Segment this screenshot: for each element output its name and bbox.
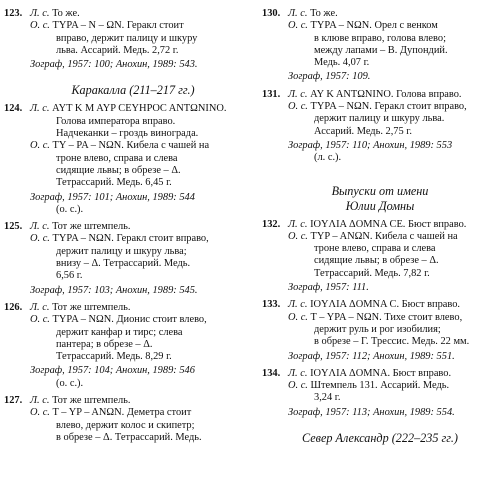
obverse-text: Голова императора вправо. xyxy=(56,115,176,127)
obverse-label: Л. с. xyxy=(30,395,50,407)
reverse-text: TY – PA – NΩN. Кибела с чашей на xyxy=(52,140,210,152)
reverse-label: О. с. xyxy=(30,407,50,419)
entry-number: 123. xyxy=(4,8,23,19)
catalog-entry xyxy=(262,368,498,419)
entry-number: 127. xyxy=(4,395,23,407)
obverse-line xyxy=(262,8,498,20)
reverse-text: вправо, держит палицу и шкуру xyxy=(56,32,198,44)
entry-number: 130. xyxy=(262,8,281,19)
reverse-line xyxy=(262,312,498,324)
reverse-text: в клюве вправо, голова влево; xyxy=(314,32,446,44)
obverse-text: То же. xyxy=(52,8,80,19)
spacer xyxy=(262,165,498,170)
obverse-label: Л. с. xyxy=(288,367,308,379)
reverse-text: T – YPA – NΩN. Тихе стоит влево, xyxy=(310,311,463,323)
reverse-text: сидящие львы; в обрезе – Δ. xyxy=(314,255,439,267)
reverse-text: T – YP – ANΩN. Деметра стоит xyxy=(52,407,192,419)
reference: Зограф, 1957: 109. xyxy=(288,71,371,83)
reverse-text: TYPA – NΩN. Геракл стоит вправо, xyxy=(52,233,209,245)
reverse-label: О. с. xyxy=(288,380,308,392)
reverse-line xyxy=(4,407,262,419)
reverse-line xyxy=(262,20,498,32)
catalog-entry xyxy=(4,395,262,444)
reverse-label: О. с. xyxy=(30,20,50,32)
reverse-text: TYPA – N – ΩN. Геракл стоит xyxy=(52,20,184,32)
catalog-entry xyxy=(4,221,262,297)
reference: Зограф, 1957: 110; Анохин, 1989: 553 xyxy=(288,139,453,151)
reverse-label: О. с. xyxy=(30,314,50,326)
obverse-line xyxy=(4,302,262,314)
spacer xyxy=(4,71,262,76)
obverse-line xyxy=(262,219,498,231)
reference: Зограф, 1957: 103; Анохин, 1989: 545. xyxy=(30,284,198,296)
catalog-entry xyxy=(262,8,498,84)
reverse-text: держит палицу и шкуру льва. xyxy=(314,113,445,125)
reference: Зограф, 1957: 104; Анохин, 1989: 546 xyxy=(30,365,195,377)
obverse-text: IOYΛIA ΔOMNA C. Бюст вправо. xyxy=(310,299,461,311)
reverse-text: Тетрассарий. Медь. 8,29 г. xyxy=(56,351,172,363)
catalog-entry xyxy=(262,219,498,295)
reverse-text: в обрезе – Г. Трессис. Медь. 22 мм. xyxy=(314,336,470,348)
reverse-text: TYPA – NΩN. Дионис стоит влево, xyxy=(52,314,207,326)
reverse-text: пантера; в обрезе – Δ. xyxy=(56,338,153,350)
obverse-text: IOYΛIA ΔOMNA. Бюст вправо. xyxy=(310,367,452,379)
reverse-line xyxy=(4,20,262,32)
reverse-line xyxy=(4,140,262,152)
reverse-line xyxy=(4,314,262,326)
reverse-text: Ассарий. Медь. 2,75 г. xyxy=(314,125,412,137)
reverse-text: Медь. 4,07 г. xyxy=(314,57,370,69)
reverse-text: TYPA – NΩN. Геракл стоит вправо, xyxy=(310,101,467,113)
reverse-text: внизу – Δ. Тетрассарий. Медь. xyxy=(56,258,191,270)
reverse-line xyxy=(4,233,262,245)
obverse-line xyxy=(262,89,498,101)
entry-number: 134. xyxy=(262,367,281,379)
reference: Зограф, 1957: 113; Анохин, 1989: 554. xyxy=(288,406,455,418)
section-heading: Север Александр (222–235 гг.) xyxy=(302,431,458,446)
reverse-text: сидящие львы; в обрезе – Δ. xyxy=(56,164,181,176)
right-column xyxy=(262,8,498,451)
reverse-label: О. с. xyxy=(30,140,50,152)
obverse-text: Тот же штемпель. xyxy=(52,221,131,233)
reference-continued: (л. с.). xyxy=(314,152,342,164)
reverse-text: влево, держит колос и скипетр; xyxy=(56,419,195,431)
obverse-line xyxy=(262,368,498,380)
reverse-line xyxy=(262,101,498,113)
reference: Зограф, 1957: 111. xyxy=(288,282,369,294)
obverse-text: Надчеканки – гроздь винограда. xyxy=(56,128,199,140)
reverse-label: О. с. xyxy=(288,230,308,242)
reference: Зограф, 1957: 112; Анохин, 1989: 551. xyxy=(288,350,455,362)
catalog-entry xyxy=(4,302,262,390)
obverse-label: Л. с. xyxy=(30,103,50,115)
entry-number: 133. xyxy=(262,299,281,311)
reverse-label: О. с. xyxy=(288,101,308,113)
obverse-line xyxy=(4,103,262,115)
reverse-text: троне влево, справа и слева xyxy=(56,152,178,164)
reverse-text: троне влево, справа и слева xyxy=(314,243,436,255)
obverse-label: Л. с. xyxy=(30,221,50,233)
section-heading xyxy=(262,184,498,214)
left-column xyxy=(4,8,262,449)
obverse-text: Тот же штемпель. xyxy=(52,301,131,313)
obverse-text: AY K ANTΩNINO. Голова вправо. xyxy=(310,88,462,100)
reverse-label: О. с. xyxy=(288,311,308,323)
entry-number: 131. xyxy=(262,88,281,100)
obverse-line xyxy=(4,8,262,20)
catalog-entry xyxy=(262,89,498,165)
reverse-line xyxy=(262,231,498,243)
reverse-line xyxy=(262,380,498,392)
spacer xyxy=(262,419,498,424)
reverse-text: Тетрассарий. Медь. 6,45 г. xyxy=(56,177,172,189)
entry-number: 126. xyxy=(4,301,23,313)
reference-continued: (о. с.). xyxy=(56,203,84,215)
obverse-label: Л. с. xyxy=(30,8,50,19)
reverse-text: 3,24 г. xyxy=(314,392,341,404)
reference: Зограф, 1957: 100; Анохин, 1989: 543. xyxy=(30,59,198,71)
reverse-text: TYP – ANΩN. Кибела с чашей на xyxy=(310,230,458,242)
obverse-text: Тот же штемпель. xyxy=(52,395,131,407)
reference: Зограф, 1957: 101; Анохин, 1989: 544 xyxy=(30,191,195,203)
obverse-label: Л. с. xyxy=(288,218,308,230)
catalog-entry xyxy=(262,299,498,362)
reference-continued: (о. с.). xyxy=(56,377,84,389)
reverse-text: держит руль и рог изобилия; xyxy=(314,323,441,335)
reverse-text: держит канфар и тирс; слева xyxy=(56,326,183,338)
reverse-text: держит палицу и шкуру льва; xyxy=(56,245,187,257)
section-heading-line: Выпуски от имени xyxy=(331,183,429,198)
obverse-label: Л. с. xyxy=(288,299,308,311)
obverse-line xyxy=(262,299,498,311)
reverse-label: О. с. xyxy=(288,20,308,32)
reverse-text: в обрезе – Δ. Тетрассарий. Медь. xyxy=(56,431,202,443)
reverse-text: Штемпель 131. Ассарий. Медь. xyxy=(310,380,450,392)
entry-number: 125. xyxy=(4,221,23,233)
obverse-text: То же. xyxy=(310,8,338,19)
obverse-label: Л. с. xyxy=(30,301,50,313)
catalog-entry xyxy=(4,8,262,71)
catalog-entry xyxy=(4,103,262,216)
obverse-text: AYT K M AYP CEYHPOC ANTΩNINO. xyxy=(52,103,227,115)
obverse-line xyxy=(4,221,262,233)
entry-number: 124. xyxy=(4,103,23,115)
entry-number: 132. xyxy=(262,218,281,230)
reverse-label: О. с. xyxy=(30,233,50,245)
obverse-label: Л. с. xyxy=(288,8,308,19)
reverse-text: между лапами – В. Дупондий. xyxy=(314,44,448,56)
section-heading-line: Юлии Домны xyxy=(345,198,415,213)
reverse-text: Тетрассарий. Медь. 7,82 г. xyxy=(314,267,430,279)
section-heading: Каракалла (211–217 гг.) xyxy=(71,83,195,98)
reverse-text: льва. Ассарий. Медь. 2,72 г. xyxy=(56,44,179,56)
obverse-line xyxy=(4,395,262,407)
spacer xyxy=(4,444,262,449)
reverse-text: TYPA – NΩN. Орел с венком xyxy=(310,20,438,32)
reverse-text: 6,56 г. xyxy=(56,270,83,282)
obverse-label: Л. с. xyxy=(288,88,308,100)
obverse-text: IOYΛIA ΔOMNA CE. Бюст вправо. xyxy=(310,218,467,230)
